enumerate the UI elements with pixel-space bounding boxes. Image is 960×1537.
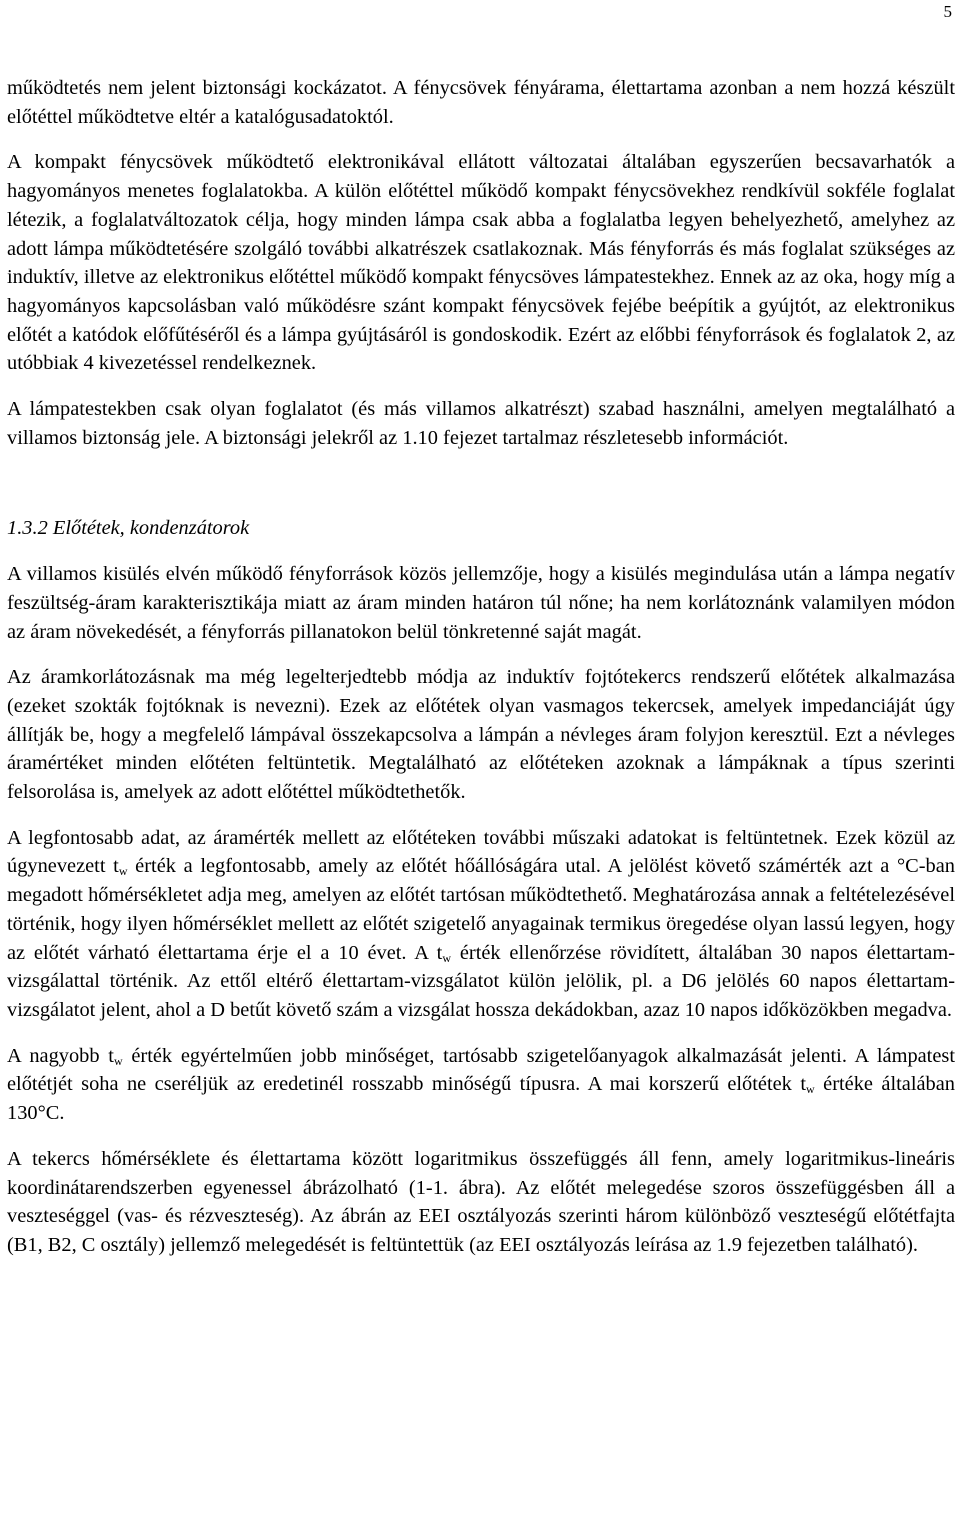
section-heading: 1.3.2 Előtétek, kondenzátorok <box>7 517 250 540</box>
paragraph-6-part-c: érték ellenőrzése rövidített, általában 30 napos élettartam-vizsgálattal történik. Az ettől eltérő élettartam-vizsgálatot külön jelölik, pl. a D6 jelölés 60 napos élettartam-vizsgálatot jelent, ahol a D betűt követő szám a vizsgálat hossza dekádokban, azaz 10 napos időközökben megadva. <box>7 941 955 1021</box>
subscript-w: w <box>806 1082 815 1097</box>
paragraph-7-part-c: értéke általában 130°C. <box>7 1073 955 1125</box>
document-body <box>7 74 955 1260</box>
paragraph-7-part-a: A nagyobb t <box>7 1044 114 1067</box>
paragraph-2: A kompakt fénycsövek működtető elektronikával ellátott változatai általában egyszerűen becsavarhatók a hagyományos menetes foglalatokba. A külön előtéttel működő kompakt fénycsövekhez rendkívül sokféle foglalat létezik, a foglalatváltozatok célja, hogy minden lámpa csak abba a foglalatba legyen behelyezhető, amelyhez az adott lámpa működtetésére szolgáló további alkatrészek csatlakoznak. Más fényforrás és más foglalat szükséges az induktív, illetve az elektronikus előtéttel működő kompakt fénycsöves lámpatestekhez. Ennek az az oka, hogy míg a hagyományos kapcsolásban való működésre szánt kompakt fénycsövek fejébe beépítik a gyújtót, az elektronikus előtét a katódok előfűtéséről és a lámpa gyújtásáról is gondoskodik. Ezért az előbbi fényforrások és foglalatok 2, az utóbbiak 4 kivezetéssel rendelkeznek. <box>7 151 955 375</box>
paragraph-6-part-a: A legfontosabb adat, az áramérték mellett az előtéteken további műszaki adatokat is feltüntetnek. Ezek közül az úgynevezett t <box>7 826 955 878</box>
paragraph-4: A villamos kisülés elvén működő fényforrások közös jellemzője, hogy a kisülés megindulása után a lámpa negatív feszültség-áram karakterisztikája miatt az áram minden határon túl nőne; ha nem korlátoznánk valamilyen módon az áram növekedését, a fényforrás pillanatokon belül tönkretenné saját magát. <box>7 563 955 643</box>
paragraph-3: A lámpatestekben csak olyan foglalatot (és más villamos alkatrészt) szabad használni, amelyen megtalálható a villamos biztonság jele. A biztonsági jelekről az 1.10 fejezet tartalmaz részletesebb információt. <box>7 398 955 449</box>
paragraph-6 <box>7 824 955 1025</box>
page-number: 5 <box>943 2 952 21</box>
paragraph-1: működtetés nem jelent biztonsági kockázatot. A fénycsövek fényárama, élettartama azonban a nem hozzá készült előtéttel működtetve eltér a katalógusadatoktól. <box>7 77 955 128</box>
subscript-w: w <box>113 1053 123 1068</box>
paragraph-7 <box>7 1042 955 1128</box>
paragraph-8: A tekercs hőmérséklete és élettartama között logaritmikus összefüggés áll fenn, amely logaritmikus-lineáris koordinátarendszerben egyenessel ábrázolható (1-1. ábra). Az előtét melegedése szoros összefüggésben áll a veszteséggel (vas- és rézveszteség). Az ábrán az EEI osztályozás szerinti három különböző veszteségű előtétfajta (B1, B2, C osztály) jellemző melegedését is feltüntettük (az EEI osztályozás leírása az 1.9 fejezetben található). <box>7 1147 955 1256</box>
paragraph-5: Az áramkorlátozásnak ma még legelterjedtebb módja az induktív fojtótekercs rendszerű előtétek alkalmazása (ezeket szokták fojtóknak is nevezni). Ezek az előtétek olyan vasmagos tekercsek, amelyek impedanciáját úgy állítják be, hogy a megfelelő lámpával összekapcsolva a lámpán a névleges áram folyjon keresztül. Ezt a névleges áramértéket minden előtéten feltüntetik. Megtalálható az előtéteken azoknak a lámpáknak a típus szerinti felsorolása is, amelyek az adott előtéttel működtethetők. <box>7 666 955 804</box>
subscript-w: w <box>118 864 128 879</box>
paragraph-6-part-b: érték a legfontosabb, amely az előtét hőállóságára utal. A jelölést követő számérték azt a °C-ban megadott hőmérsékletet adja meg, amelyen az előtét tartósan működtethető. Meghatározása annak a feltételezésével történik, hogy ilyen hőmérséklet mellett az előtét szigetelő anyagainak termikus öregedése olyan lassú legyen, hogy az előtét várható élettartama érje el a 10 évet. A t <box>7 855 955 964</box>
paragraph-7-part-b: érték egyértelműen jobb minőséget, tartósabb szigetelőanyagok alkalmazását jelenti. A lámpatest előtétjét soha ne cseréljük az eredetinél rosszabb minőségű típusra. A mai korszerű előtétek t <box>7 1044 956 1096</box>
subscript-w: w <box>442 950 452 965</box>
